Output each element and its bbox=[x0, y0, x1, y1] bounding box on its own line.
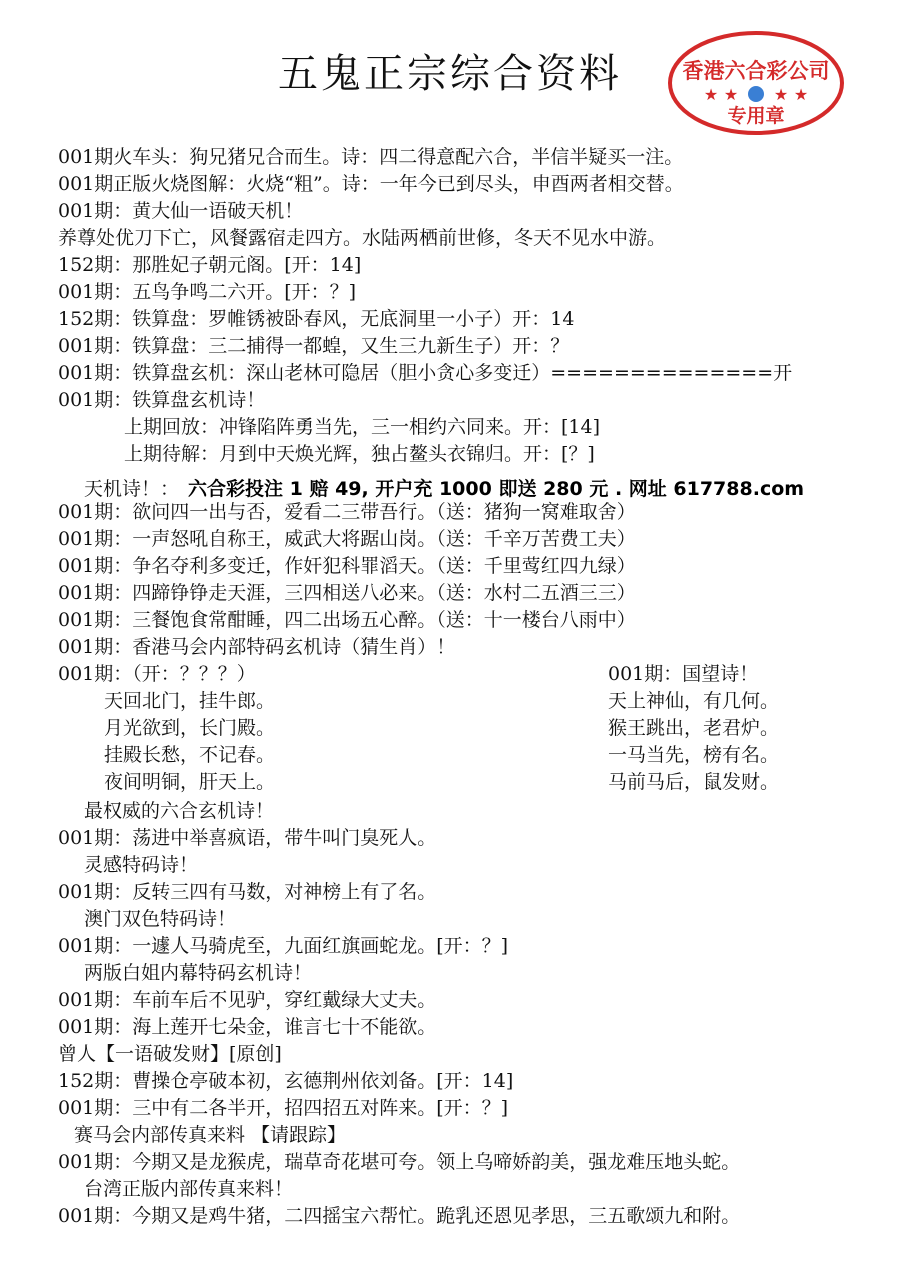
ad-banner: 六合彩投注 1 赔 49, 开户充 1000 即送 280 元 . 网址 617788.com bbox=[188, 478, 805, 500]
text-line: 养尊处优刀下亡，风餐露宿走四方。水陆两栖前世修，冬天不见水中游。 bbox=[58, 227, 667, 249]
text-line: 001期：争名夺利多变迁，作奸犯科罪滔天。（送：千里莺红四九绿） bbox=[58, 555, 636, 577]
text-line: 月光欲到，长门殿。 bbox=[104, 717, 276, 739]
text-line: 上期待解：月到中天焕光辉，独占鳌头衣锦归。开：[？] bbox=[124, 443, 595, 465]
text-line: 001期：一声怒吼自称王，威武大将踞山岗。（送：千辛万苦费工夫） bbox=[58, 528, 636, 550]
text-line: 灵感特码诗！ bbox=[84, 854, 199, 876]
text-line: 001期火车头：狗兄猪兄合而生。诗：四二得意配六合，半信半疑买一注。 bbox=[58, 146, 684, 168]
text-line: 152期：铁算盘：罗帷锈被卧春风，无底洞里一小子）开：14 bbox=[58, 308, 575, 330]
svg-text:★: ★ bbox=[793, 85, 809, 104]
text-line: 001期：铁算盘玄机诗！ bbox=[58, 389, 266, 411]
text-line: 001期：一遽人马骑虎至，九面红旗画蛇龙。[开：？] bbox=[58, 935, 509, 957]
text-line: 001期：三中有二各半开，招四招五对阵来。[开：？] bbox=[58, 1097, 509, 1119]
text-line: 最权威的六合玄机诗！ bbox=[84, 800, 275, 822]
page-title: 五鬼正宗综合资料 bbox=[278, 51, 622, 97]
seal-top-text: 香港六合彩公司 bbox=[682, 59, 830, 83]
text-line: 001期：四蹄铮铮走天涯，三四相送八必来。（送：水村二五酒三三） bbox=[58, 582, 636, 604]
right-poem-line: 马前马后，鼠发财。 bbox=[608, 771, 780, 793]
text-line: 001期：今期又是鸡牛猪，二四摇宝六帮忙。跪乳还恩见孝思，三五歌颂九和附。 bbox=[58, 1205, 741, 1227]
text-line: 两版白姐内幕特码玄机诗！ bbox=[84, 962, 313, 984]
text-line: 天机诗！： bbox=[84, 478, 180, 500]
text-line: 夜间明铜，肝天上。 bbox=[104, 771, 276, 793]
text-line: 001期：海上莲开七朵金，谁言七十不能欲。 bbox=[58, 1016, 437, 1038]
seal-flower-icon bbox=[748, 86, 764, 102]
text-line: 上期回放：冲锋陷阵勇当先，三一相约六同来。开：[14] bbox=[124, 416, 601, 438]
text-line: 001期：铁算盘玄机：深山老林可隐居（胆小贪心多变迁）==============开 bbox=[58, 362, 793, 384]
right-poem-line: 001期：国望诗！ bbox=[608, 663, 759, 685]
text-line: 澳门双色特码诗！ bbox=[84, 908, 237, 930]
text-line: 台湾正版内部传真来料！ bbox=[84, 1178, 294, 1200]
text-line: 曾人【一语破发财】[原创] bbox=[58, 1043, 282, 1065]
text-line: 001期：铁算盘：三二捕得一都蝗，又生三九新生子）开：？ bbox=[58, 335, 570, 357]
text-line: 001期：香港马会内部特码玄机诗（猜生肖）！ bbox=[58, 636, 456, 658]
seal-bottom-text: 专用章 bbox=[727, 105, 785, 127]
text-line: 天回北门，挂牛郎。 bbox=[104, 690, 276, 712]
text-line: 001期：（开：？？？） bbox=[58, 663, 256, 685]
text-line: 001期：荡进中举喜疯语，带牛叫门臭死人。 bbox=[58, 827, 437, 849]
text-line: 152期：曹操仓亭破本初，玄德荆州依刘备。[开：14] bbox=[58, 1070, 514, 1092]
text-line: 赛马会内部传真来料 【请跟踪】 bbox=[74, 1124, 347, 1146]
right-poem-line: 一马当先，榜有名。 bbox=[608, 744, 780, 766]
svg-text:★: ★ bbox=[703, 85, 719, 104]
right-poem-line: 天上神仙，有几何。 bbox=[608, 690, 780, 712]
text-line: 001期：欲问四一出与否，爱看二三带吾行。（送：猪狗一窝难取舍） bbox=[58, 501, 636, 523]
svg-text:★: ★ bbox=[723, 85, 739, 104]
text-line: 001期：今期又是龙猴虎，瑞草奇花堪可夸。领上乌啼娇韵美，强龙难压地头蛇。 bbox=[58, 1151, 741, 1173]
text-line: 001期：反转三四有马数，对神榜上有了名。 bbox=[58, 881, 437, 903]
company-seal bbox=[666, 30, 846, 136]
text-line: 001期正版火烧图解：火烧“粗”。诗：一年今已到尽头，申酉两者相交替。 bbox=[58, 173, 684, 195]
right-poem-line: 猴王跳出，老君炉。 bbox=[608, 717, 780, 739]
text-line: 001期：车前车后不见驴，穿红戴绿大丈夫。 bbox=[58, 989, 437, 1011]
text-line: 挂殿长愁，不记春。 bbox=[104, 744, 276, 766]
svg-text:★: ★ bbox=[773, 85, 789, 104]
text-line: 152期：那胜妃子朝元阁。[开：14] bbox=[58, 254, 362, 276]
text-line: 001期：黄大仙一语破天机！ bbox=[58, 200, 304, 222]
text-line: 001期：五鸟争鸣二六开。[开：？] bbox=[58, 281, 357, 303]
text-line: 001期：三餐饱食常酣睡，四二出场五心醉。（送：十一楼台八雨中） bbox=[58, 609, 636, 631]
